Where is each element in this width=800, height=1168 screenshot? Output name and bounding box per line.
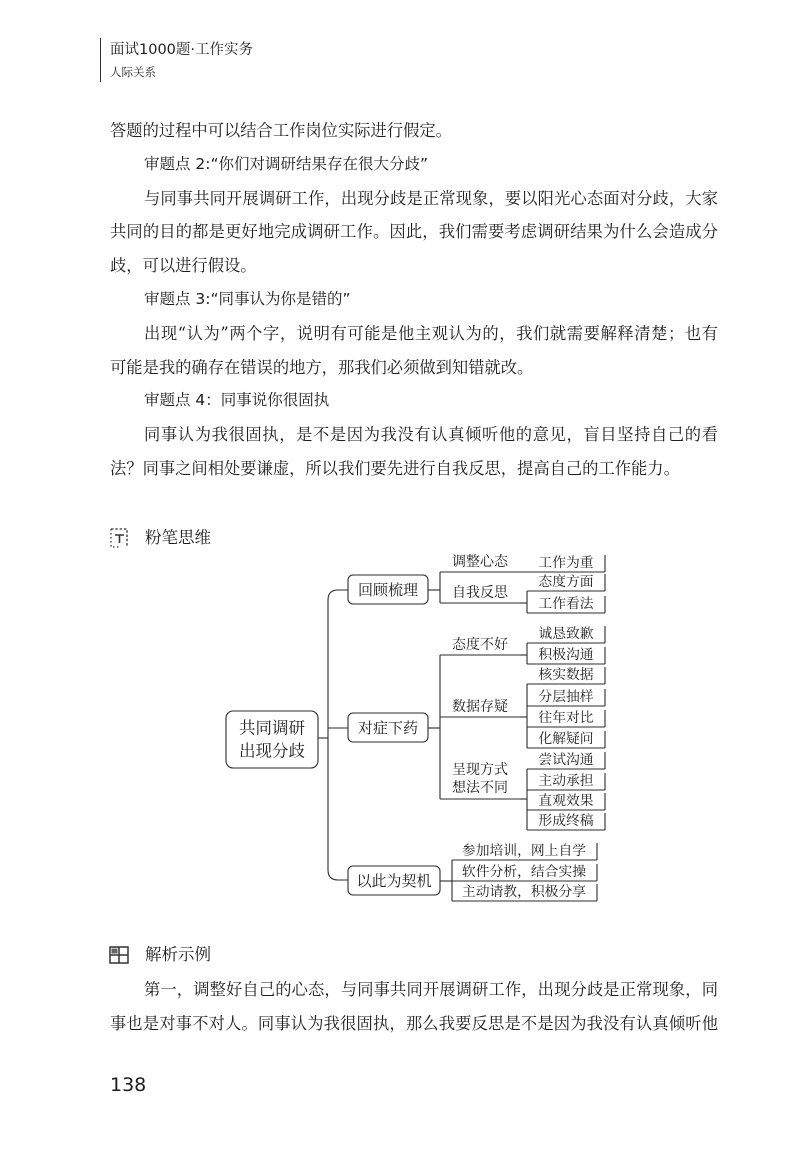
mind-map-icon bbox=[107, 526, 131, 550]
mind-map bbox=[200, 540, 620, 915]
subnode-label: 自我反思 bbox=[452, 585, 508, 601]
branch-node-label: 回顾梳理 bbox=[357, 581, 419, 599]
chapter-name: 人际关系 bbox=[110, 65, 156, 79]
leaf-label: 分层抽样 bbox=[538, 689, 594, 705]
subnode-label: 呈现方式 bbox=[452, 762, 508, 778]
leaf-label: 往年对比 bbox=[538, 710, 594, 726]
leaf-label: 核实数据 bbox=[538, 667, 594, 683]
book-title: 面试1000题·工作实务 bbox=[110, 42, 254, 58]
body-line: 法？同事之间相处要谦虚，所以我们要先进行自我反思，提高自己的工作能力。 bbox=[110, 458, 680, 478]
body-line: 可能是我的确存在错误的地方，那我们必须做到知错就改。 bbox=[110, 357, 534, 377]
leaf-label: 形成终稿 bbox=[538, 813, 594, 829]
analysis-grid-icon bbox=[107, 943, 131, 967]
body-line: 出现“认为”两个字，说明有可能是他主观认为的，我们就需要解释清楚；也有 bbox=[144, 323, 718, 343]
root-node-label: 共同调研 bbox=[239, 718, 305, 738]
branch-node-label: 以此为契机 bbox=[356, 872, 432, 890]
leaf-label: 工作为重 bbox=[538, 555, 594, 571]
leaf-label: 化解疑问 bbox=[538, 731, 594, 747]
leaf-label: 尝试沟通 bbox=[538, 752, 594, 768]
review-point-heading: 审题点 4：同事说你很固执 bbox=[144, 391, 330, 410]
page-number: 138 bbox=[110, 1074, 147, 1096]
leaf-label: 主动承担 bbox=[538, 773, 594, 789]
leaf-label: 直观效果 bbox=[538, 793, 594, 809]
subnode-label: 调整心态 bbox=[452, 554, 508, 570]
branch-node-label: 对症下药 bbox=[357, 719, 419, 737]
body-line: 歧，可以进行假设。 bbox=[110, 256, 257, 276]
review-point-heading: 审题点 3:“同事认为你是错的” bbox=[144, 289, 351, 308]
leaf-label: 积极沟通 bbox=[538, 647, 594, 663]
body-line: 共同的目的都是更好地完成调研工作。因此，我们需要考虑调研结果为什么会造成分 bbox=[110, 222, 718, 242]
leaf-label: 诚恳致歉 bbox=[538, 626, 594, 642]
body-line: 答题的过程中可以结合工作岗位实际进行假定。 bbox=[110, 121, 452, 140]
leaf-label: 态度方面 bbox=[538, 574, 594, 590]
section-title: 粉笔思维 bbox=[145, 528, 211, 547]
leaf-label: 软件分析，结合实操 bbox=[461, 864, 587, 880]
body-line: 与同事共同开展调研工作，出现分歧是正常现象，要以阳光心态面对分歧，大家 bbox=[144, 188, 718, 208]
leaf-label: 工作看法 bbox=[538, 596, 594, 612]
analysis-text bbox=[110, 973, 718, 1041]
analysis-section-heading bbox=[107, 943, 327, 969]
body-text bbox=[110, 114, 718, 486]
section-title: 解析示例 bbox=[145, 945, 211, 964]
header-rule bbox=[100, 38, 101, 82]
subnode-label: 数据存疑 bbox=[452, 699, 508, 715]
main-spine bbox=[328, 590, 348, 880]
subnode-label: 态度不好 bbox=[452, 637, 508, 653]
review-point-heading: 审题点 2:“你们对调研结果存在很大分歧” bbox=[144, 154, 429, 173]
body-line: 第一，调整好自己的心态，与同事共同开展调研工作，出现分歧是正常现象，同 bbox=[144, 980, 718, 999]
leaf-label: 参加培训，网上自学 bbox=[461, 843, 587, 859]
body-line: 事也是对事不对人。同事认为我很固执，那么我要反思是不是因为我没有认真倾听他 bbox=[110, 1013, 718, 1033]
subnode-label: 想法不同 bbox=[452, 780, 508, 796]
leaf-label: 主动请教，积极分享 bbox=[461, 884, 587, 900]
root-node-label: 出现分歧 bbox=[239, 741, 305, 761]
body-line: 同事认为我很固执，是不是因为我没有认真倾听他的意见，盲目坚持自己的看 bbox=[144, 425, 718, 445]
